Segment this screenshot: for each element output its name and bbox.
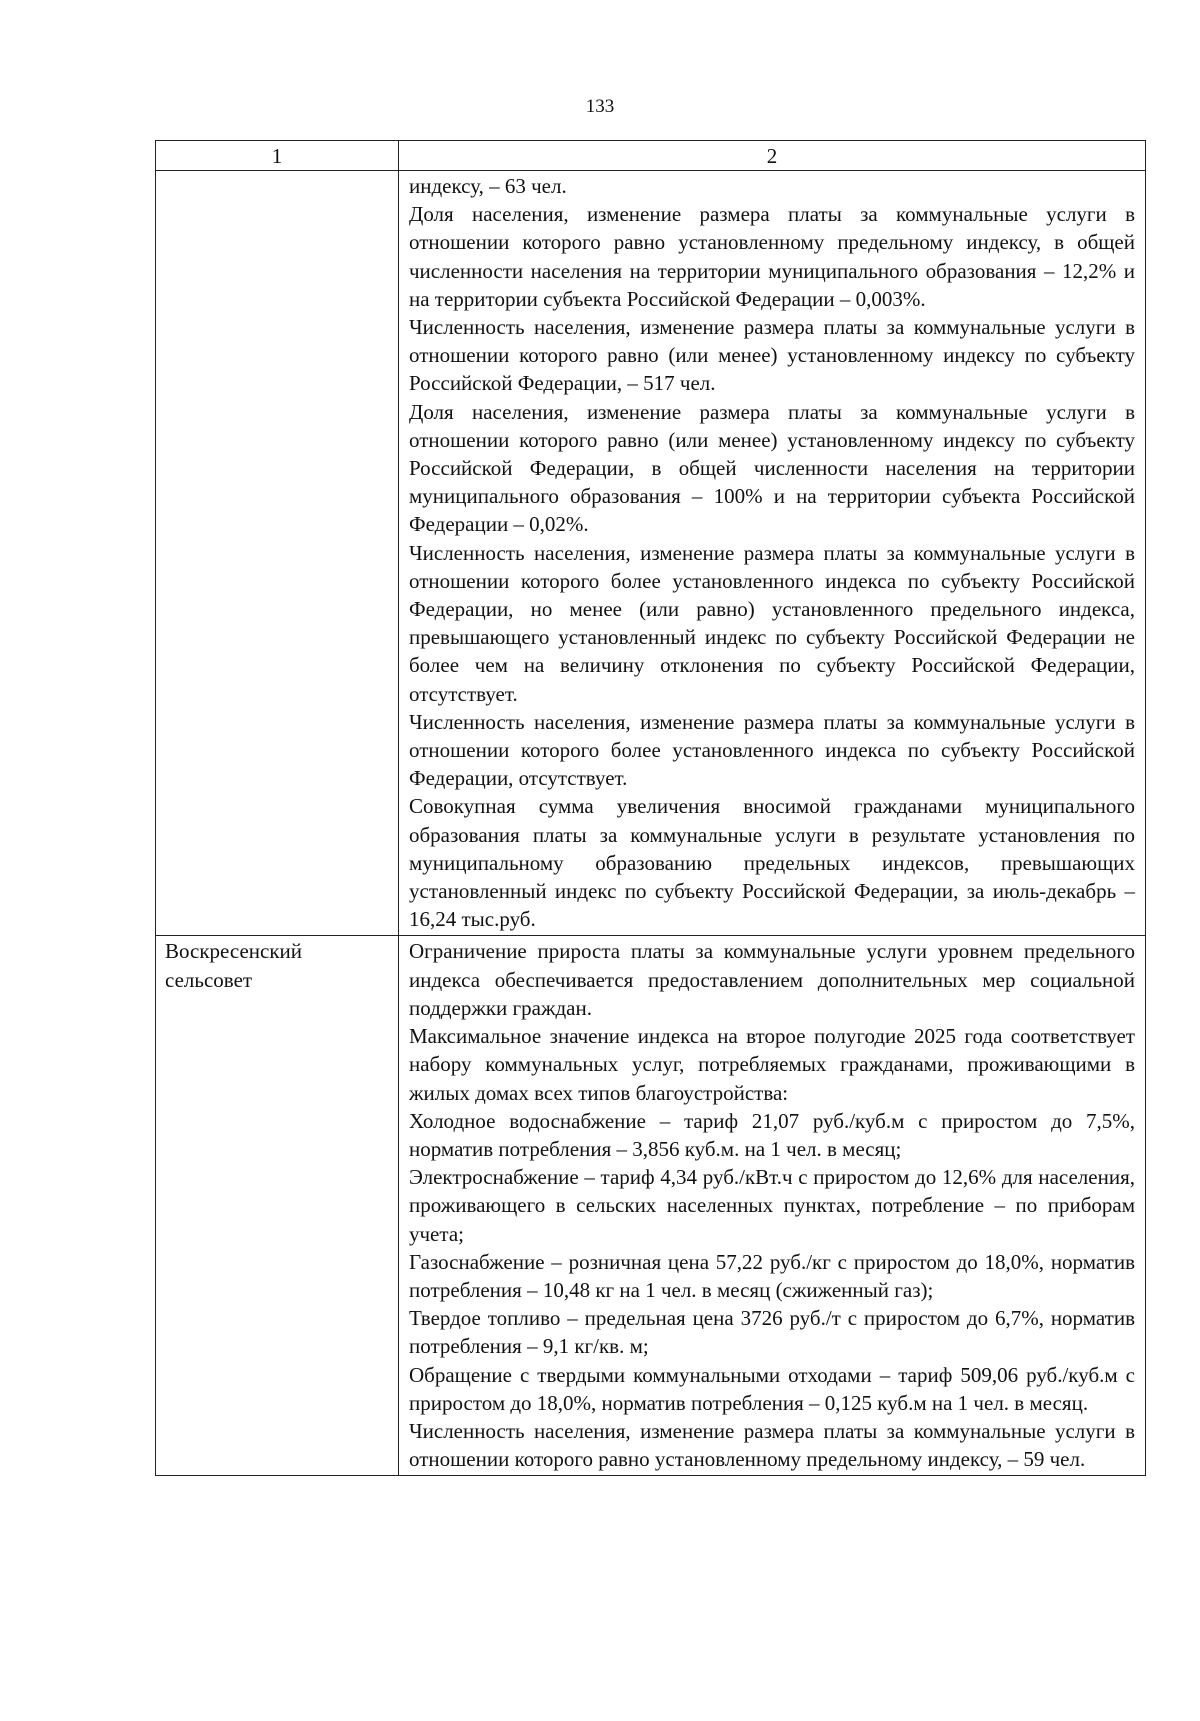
- paragraph: Твердое топливо – предельная цена 3726 руб./т с приростом до 6,7%, норматив потребления – 9,1 кг/кв. м;: [409, 1306, 1135, 1359]
- paragraph: Обращение с твердыми коммунальными отходами – тариф 509,06 руб./куб.м с приростом до 18,0%, норматив потребления – 0,125 куб.м на 1 чел. в месяц.: [409, 1362, 1135, 1415]
- paragraph: Доля населения, изменение размера платы за коммунальные услуги в отношении которого равно (или менее) установленному индексу по субъекту Российской Федерации, в общей численности населения на территории муниципального образования – 100% и на территории субъекта Российской Федерации – 0,02%.: [409, 399, 1135, 537]
- paragraph: Численность населения, изменение размера платы за коммунальные услуги в отношении которого более установленного индекса по субъекту Российской Федерации, но менее (или равно) установленного предельного индекса, превышающего установленный индекс по субъекту Российской Федерации не более чем на величину отклонения по субъекту Российской Федерации, отсутствует.: [409, 540, 1135, 706]
- document-table: [155, 140, 1146, 1476]
- paragraph: Электроснабжение – тариф 4,34 руб./кВт.ч с приростом до 12,6% для населения, проживающего в сельских населенных пунктах, потребление – по приборам учета;: [409, 1165, 1135, 1246]
- table-row: [156, 936, 1146, 1476]
- paragraph: Численность населения, изменение размера платы за коммунальные услуги в отношении которого более установленного индекса по субъекту Российской Федерации, отсутствует.: [409, 709, 1135, 791]
- paragraph: Газоснабжение – розничная цена 57,22 руб./кг с приростом до 18,0%, норматив потребления – 10,48 кг на 1 чел. в месяц (сжиженный газ);: [409, 1249, 1135, 1302]
- paragraph: индексу, – 63 чел.: [409, 174, 567, 198]
- paragraph: Максимальное значение индекса на второе полугодие 2025 года соответствует набору коммунальных услуг, потребляемых гражданами, проживающими в жилых домах всех типов благоустройства:: [409, 1024, 1135, 1105]
- row-2-name-cell: Воскресенский сельсовет: [156, 936, 399, 1476]
- column-header-2: 2: [399, 141, 1146, 171]
- paragraph: Доля населения, изменение размера платы за коммунальные услуги в отношении которого равно установленному предельному индексу, в общей численности населения на территории муниципального образования – 12,2% и на территории субъекта Российской Федерации – 0,003%.: [409, 202, 1135, 311]
- paragraph: Численность населения, изменение размера платы за коммунальные услуги в отношении которого равно установленному предельному индексу, – 59 чел.: [409, 1418, 1135, 1472]
- paragraph: Совокупная сумма увеличения вносимой гражданами муниципального образования платы за коммунальные услуги в результате установления по муниципальному образованию предельных индексов, превышающих установленный индекс по субъекту Российской Федерации, за июль-декабрь – 16,24 тыс.руб.: [409, 794, 1135, 932]
- paragraph: Ограничение прироста платы за коммунальные услуги уровнем предельного индекса обеспечивается предоставлением дополнительных мер социальной поддержки граждан.: [409, 939, 1135, 1020]
- row-2-text-cell: [399, 936, 1146, 1476]
- table-header-row: [156, 141, 1146, 171]
- page-number: 133: [585, 96, 615, 117]
- paragraph: Холодное водоснабжение – тариф 21,07 руб./куб.м с приростом до 7,5%, норматив потребления – 3,856 куб.м. на 1 чел. в месяц;: [409, 1108, 1135, 1161]
- row-1-text-cell: [399, 171, 1146, 936]
- table-row: [156, 171, 1146, 936]
- column-header-1: 1: [156, 141, 399, 171]
- row-1-name-cell: [156, 171, 399, 936]
- paragraph: Численность населения, изменение размера платы за коммунальные услуги в отношении которого равно (или менее) установленному индексу по субъекту Российской Федерации, – 517 чел.: [409, 315, 1135, 396]
